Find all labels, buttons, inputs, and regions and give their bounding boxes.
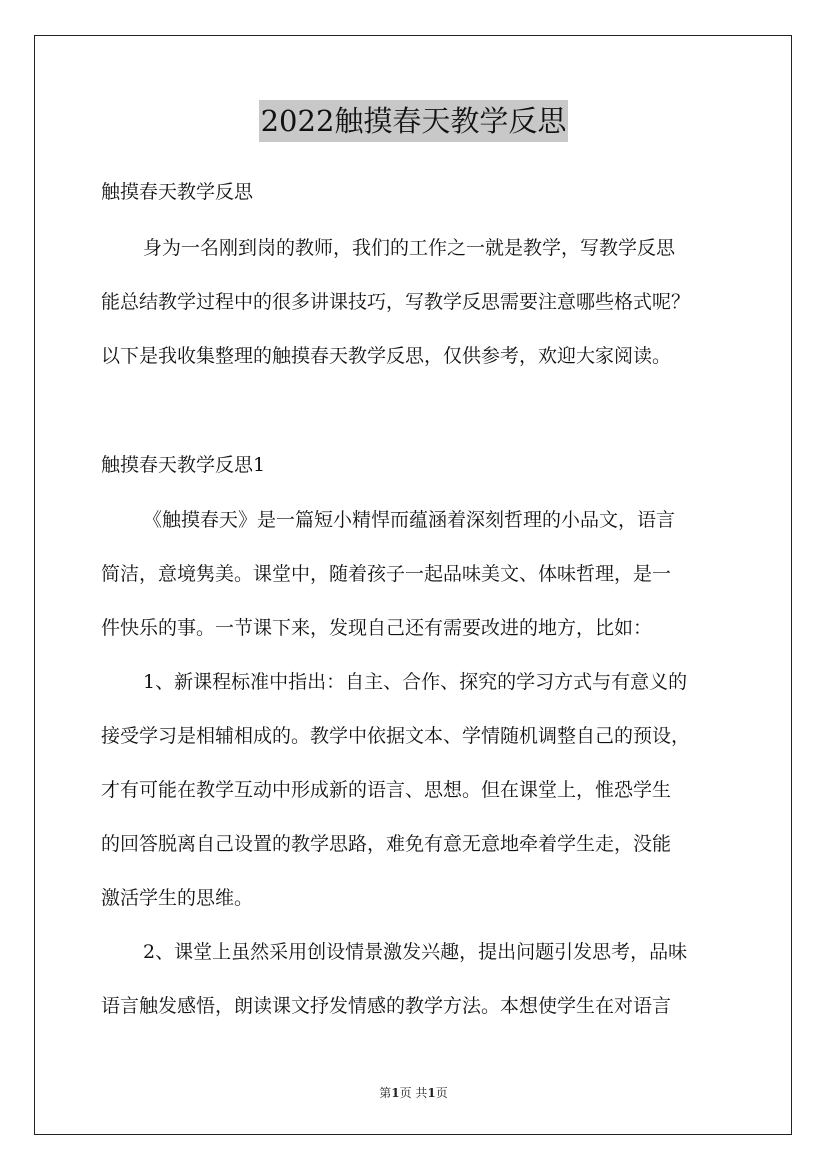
footer-middle: 页 共 (399, 1086, 428, 1100)
title-container (0, 100, 827, 142)
footer-prefix: 第 (379, 1086, 392, 1100)
paragraph-line: 以下是我收集整理的触摸春天教学反思，仅供参考，欢迎大家阅读。 (101, 345, 672, 367)
paragraph-line: 的回答脱离自己设置的教学思路，难免有意无意地牵着学生走，没能 (101, 833, 672, 855)
paragraph-line: 件快乐的事。一节课下来，发现自己还有需要改进的地方，比如： (101, 617, 653, 639)
paragraph-line: 《触摸春天》是一篇短小精悍而蕴涵着深刻哲理的小品文，语言 (143, 509, 676, 531)
footer-page-total: 1 (427, 1086, 436, 1100)
paragraph-line: 简洁，意境隽美。课堂中，随着孩子一起品味美文、体味哲理，是一 (101, 563, 672, 585)
paragraph-line: 才有可能在教学互动中形成新的语言、思想。但在课堂上，惟恐学生 (101, 779, 672, 801)
paragraph-line: 1、新课程标准中指出：自主、合作、探究的学习方式与有意义的 (143, 671, 688, 693)
paragraph-line: 身为一名刚到岗的教师，我们的工作之一就是教学，写教学反思 (143, 237, 676, 259)
paragraph-line: 2、课堂上虽然采用创设情景激发兴趣，提出问题引发思考，品味 (143, 941, 688, 963)
footer-suffix: 页 (435, 1086, 448, 1100)
section-heading: 触摸春天教学反思1 (101, 454, 266, 476)
document-title: 2022触摸春天教学反思 (259, 100, 569, 142)
paragraph-line: 语言触发感悟，朗读课文抒发情感的教学方法。本想使学生在对语言 (101, 995, 672, 1017)
section-heading: 触摸春天教学反思 (101, 181, 254, 203)
footer-page-number: 1 (391, 1086, 400, 1100)
paragraph-line: 能总结教学过程中的很多讲课技巧，写教学反思需要注意哪些格式呢？ (101, 291, 691, 313)
paragraph-line: 激活学生的思维。 (101, 887, 254, 909)
page-footer (0, 1084, 827, 1101)
paragraph-line: 接受学习是相辅相成的。教学中依据文本、学情随机调整自己的预设， (101, 725, 691, 747)
